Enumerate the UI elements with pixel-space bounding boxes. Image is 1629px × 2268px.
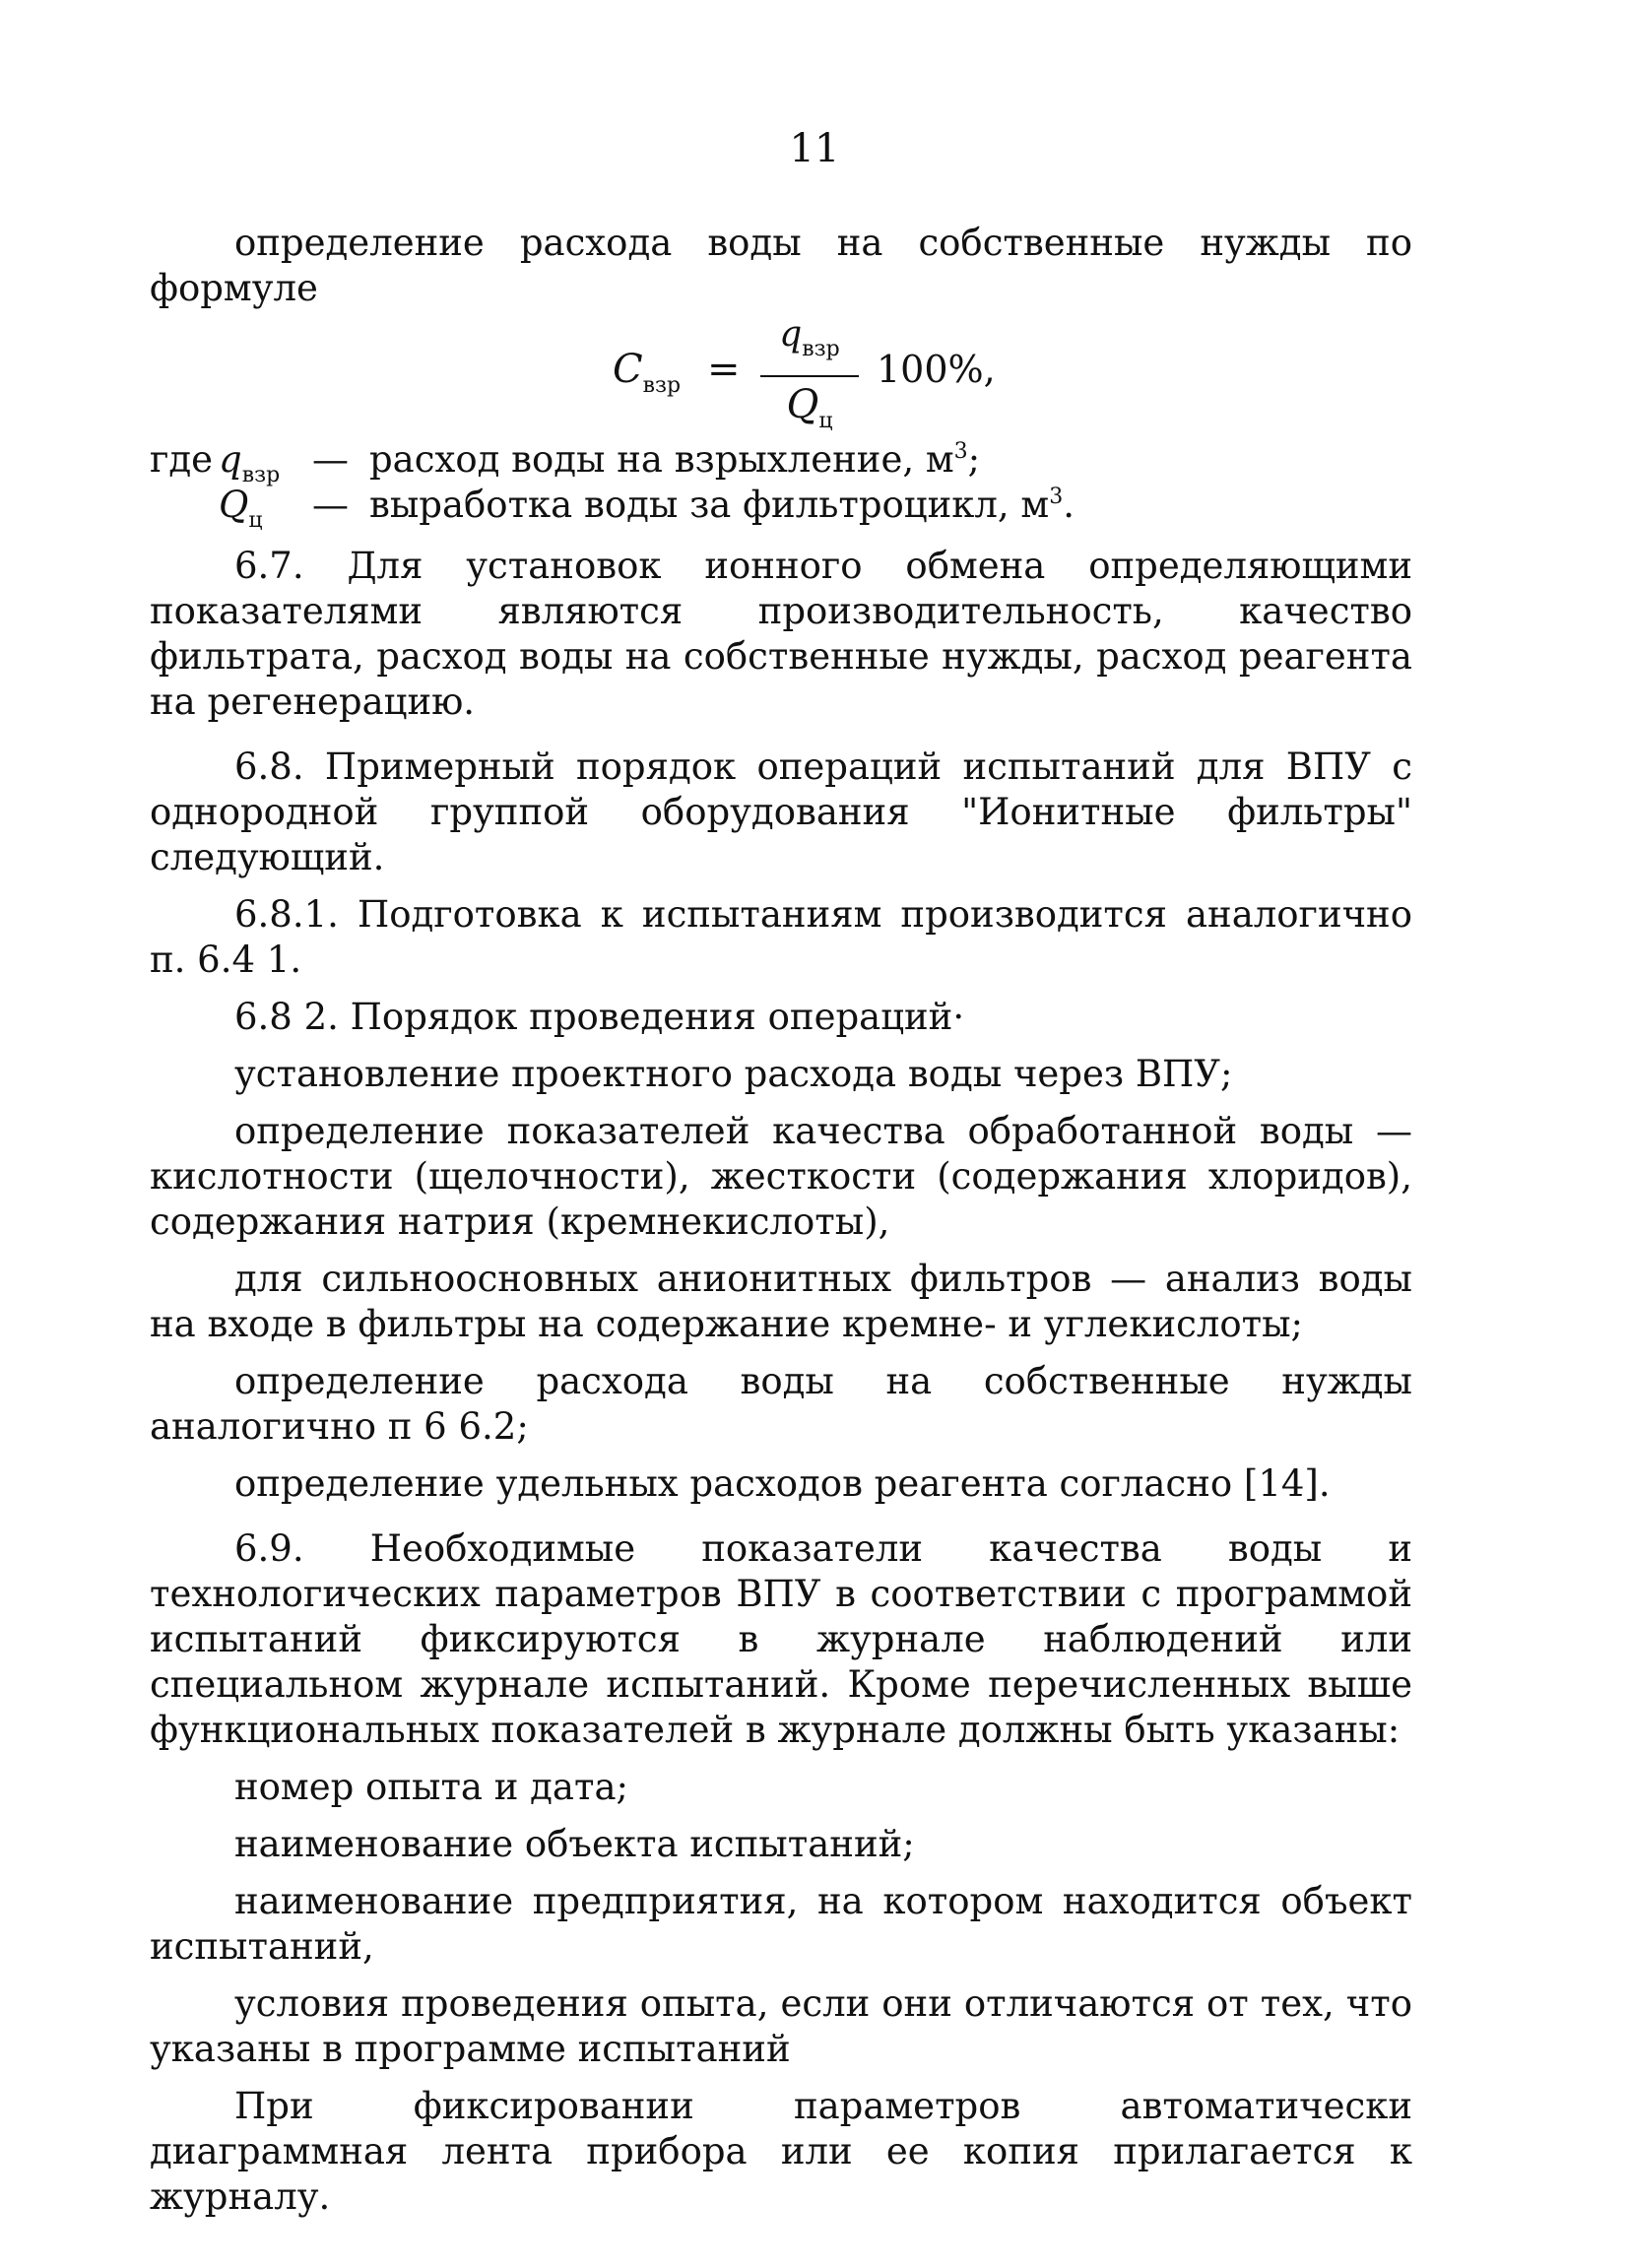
list-item: наименование объекта испытаний; [234,1823,915,1865]
paragraph-6-8-2: 6.8 2. Порядок проведения операций· [234,996,965,1038]
closing-paragraph: При фиксировании параметров автоматически диаграммная лента прибора или ее копия прилагается к журналу. [150,2085,1412,2218]
definition-symbol: $Q_ц$ [219,484,263,533]
list-item: для сильноосновных анионитных фильтров — анализ воды на входе в фильтры на содержание кремне- и углекислоты; [150,1258,1412,1345]
formula-numerator: $q_{взр}$ [779,314,840,361]
where-word: где [150,438,214,481]
list-item: определение расхода воды на собственные нужды аналогично п 6 6.2; [150,1360,1412,1448]
paragraph-6-9: 6.9. Необходимые показатели качества воды и технологических параметров ВПУ в соответствии с программой испытаний фиксируются в журнале наблюдений или специальном журнале испытаний. Кроме перечисленных выше функциональных показателей в журнале должны быть указаны: [150,1527,1412,1751]
formula-fraction [760,311,859,447]
formula-multiplier: 100%, [877,348,996,391]
definition-row: где $q_{взр}$ — расход воды на взрыхление, $м^3$; [150,429,980,498]
formula-equals: = [707,347,741,392]
intro-paragraph: определение расхода воды на собственные нужды по формуле [150,222,1412,309]
formula-lhs: $C_{взр}$ [613,347,682,398]
definition-row: $Q_ц$ — выработка воды за фильтроцикл, $м^3$. [150,475,1075,544]
paragraph-6-8-1: 6.8.1. Подготовка к испытаниям производится аналогично п. 6.4 1. [150,893,1412,981]
body-text [150,221,1412,2220]
definition-text: расход воды на взрыхление, м [369,438,954,481]
list-item: определение удельных расходов реагента согласно [14]. [234,1462,1331,1505]
definitions [150,429,1412,533]
definition-text: выработка воды за фильтроцикл, м [369,484,1050,526]
formula-denominator: $Q_ц$ [786,382,833,433]
unit-superscript: 3 [1049,485,1064,509]
unit-superscript: 3 [953,439,968,464]
fraction-bar [760,375,859,377]
list-item: наименование предприятия, на котором находится объект испытаний, [150,1880,1412,1968]
paragraph-6-7: 6.7. Для установок ионного обмена определяющими показателями являются производительность, качество фильтрата, расход воды на собственные нужды, расход реагента на регенерацию. [150,545,1412,723]
definition-symbol: $q_{взр}$ [219,438,281,487]
list-item: условия проведения опыта, если они отличаются от тех, что указаны в программе испытаний [150,1982,1412,2070]
formula [150,311,1412,433]
definition-dash: — [312,484,349,526]
definition-dash: — [312,438,349,481]
list-item: определение показателей качества обработанной воды — кислотности (щелочности), жесткости (содержания хлоридов), содержания натрия (кремнекислоты), [150,1110,1412,1243]
paragraph-6-8: 6.8. Примерный порядок операций испытаний для ВПУ с однородной группой оборудования "Ионитные фильтры" следующий. [150,745,1412,878]
list-item: установление проектного расхода воды через ВПУ; [234,1053,1233,1095]
list-item: номер опыта и дата; [234,1766,628,1808]
page-number: 11 [789,126,840,171]
